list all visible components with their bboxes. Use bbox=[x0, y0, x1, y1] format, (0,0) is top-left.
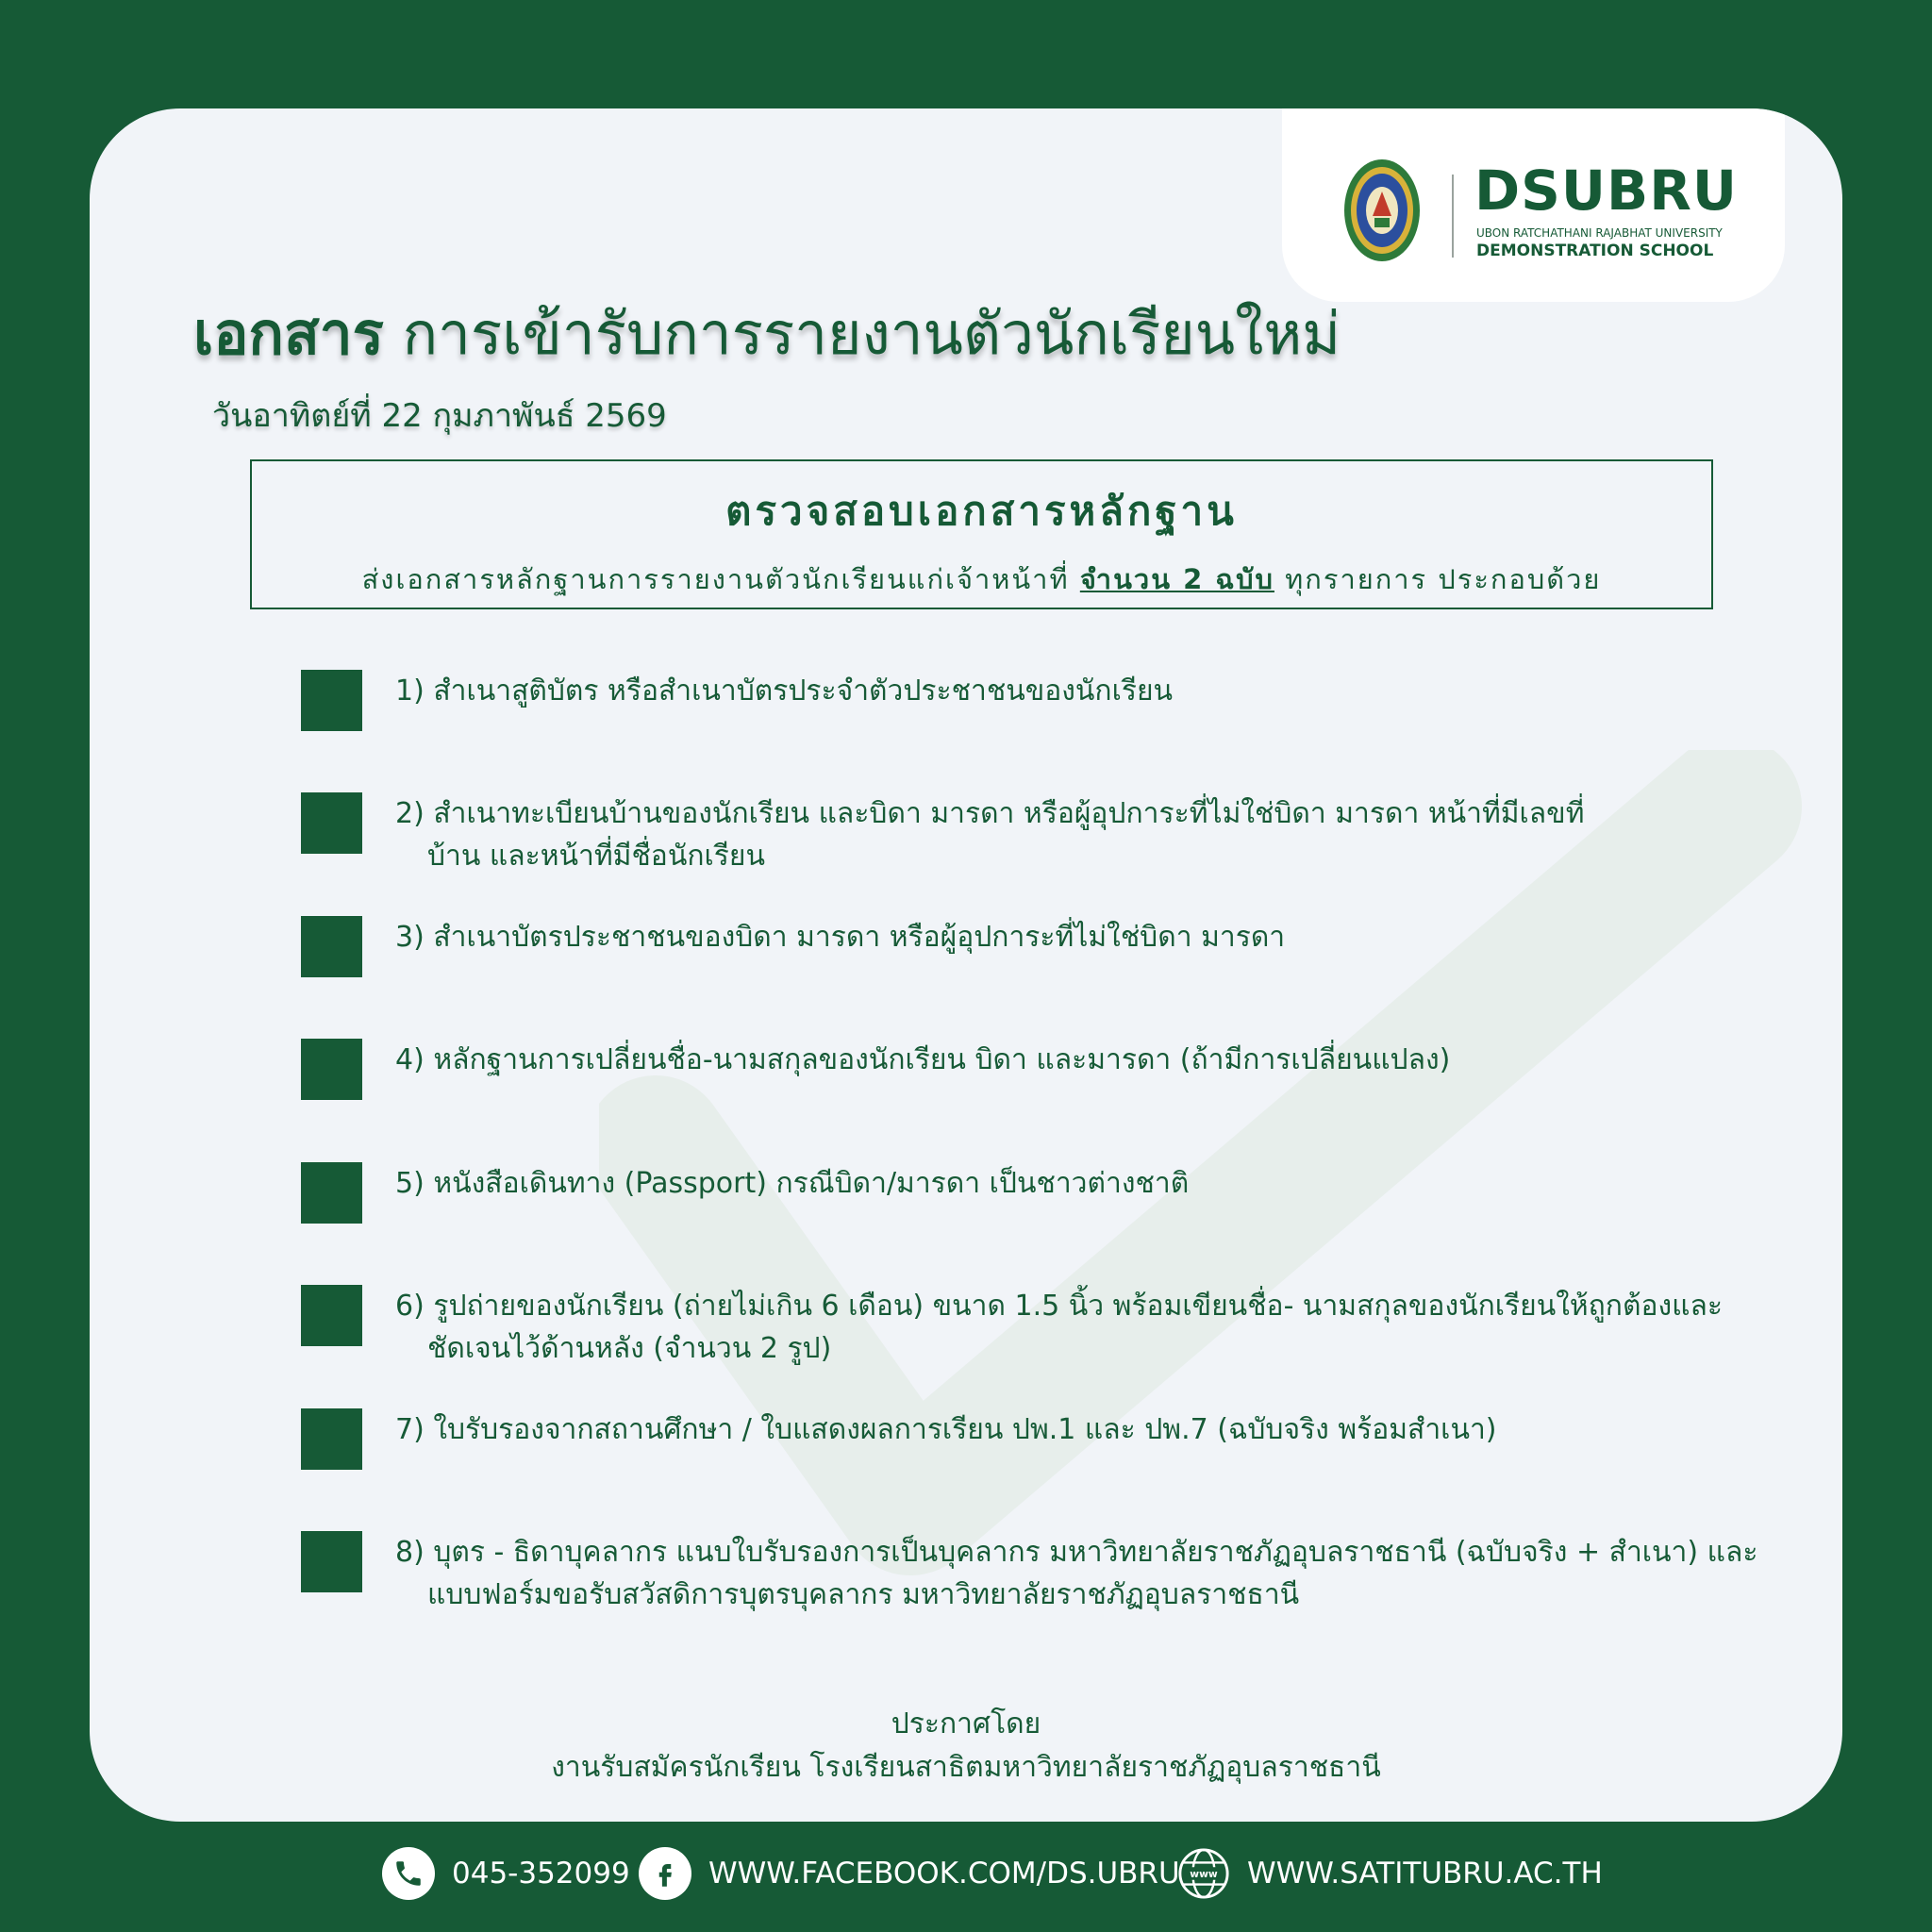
checklist-item-text: 1) สำเนาสูติบัตร หรือสำเนาบัตรประจำตัวประชาชนของนักเรียน bbox=[395, 675, 1174, 708]
box-text-after: ทุกรายการ ประกอบด้วย bbox=[1274, 563, 1602, 595]
checkbox-square bbox=[301, 1039, 362, 1100]
facebook-link[interactable] bbox=[639, 1845, 1180, 1902]
logo-name: DSUBRU bbox=[1474, 158, 1738, 223]
checkbox-square bbox=[301, 1285, 362, 1346]
announcement-line1: ประกาศโดย bbox=[891, 1707, 1041, 1740]
school-logo bbox=[1282, 108, 1785, 302]
checkmark-watermark-icon bbox=[599, 750, 1825, 1788]
checklist-item-text: 8) บุตร - ธิดาบุคลากร แนบใบรับรองการเป็นบุคลากร มหาวิทยาลัยราชภัฏอุบลราชธานี (ฉบับจริง + สำเนา) และแบบฟอร์มขอรับสวัสดิการบุตรบุคลากร มหาวิทยาลัยราชภัฏอุบลราชธานี bbox=[395, 1536, 1758, 1611]
facebook-url: WWW.FACEBOOK.COM/DS.UBRU bbox=[708, 1857, 1180, 1890]
website-url: WWW.SATITUBRU.AC.TH bbox=[1247, 1857, 1603, 1890]
box-text-emphasis: จำนวน 2 ฉบับ bbox=[1079, 563, 1274, 595]
logo-university: UBON RATCHATHANI RAJABHAT UNIVERSITY bbox=[1476, 226, 1723, 240]
checklist-item-text: 2) สำเนาทะเบียนบ้านของนักเรียน และบิดา มารดา หรือผู้อุปการะที่ไม่ใช่บิดา มารดา หน้าที่มีเลขที่บ้าน และหน้าที่มีชื่อนักเรียน bbox=[395, 797, 1585, 873]
www-icon-label: www bbox=[1190, 1867, 1218, 1880]
checklist-item-text: 7) ใบรับรองจากสถานศึกษา / ใบแสดงผลการเรียน ปพ.1 และ ปพ.7 (ฉบับจริง พร้อมสำเนา) bbox=[395, 1413, 1497, 1446]
logo-school: DEMONSTRATION SCHOOL bbox=[1476, 242, 1714, 260]
phone-contact[interactable] bbox=[382, 1845, 630, 1902]
document-check-box bbox=[250, 459, 1713, 609]
checkbox-square bbox=[301, 792, 362, 854]
phone-icon bbox=[382, 1847, 435, 1900]
announcement bbox=[90, 1703, 1842, 1790]
title-rest: การเข้ารับการรายงานตัวนักเรียนใหม่ bbox=[383, 299, 1341, 368]
checkbox-square bbox=[301, 1531, 362, 1592]
facebook-icon bbox=[639, 1847, 691, 1900]
checkbox-square bbox=[301, 670, 362, 731]
globe-icon bbox=[1177, 1847, 1230, 1900]
phone-number: 045-352099 bbox=[452, 1857, 630, 1890]
contact-footer bbox=[0, 1845, 1932, 1902]
checklist-item-text: 4) หลักฐานการเปลี่ยนชื่อ-นามสกุลของนักเรียน บิดา และมารดา (ถ้ามีการเปลี่ยนแปลง) bbox=[395, 1043, 1451, 1076]
title-bold: เอกสาร bbox=[193, 299, 384, 368]
checklist-item-text: 3) สำเนาบัตรประชาชนของบิดา มารดา หรือผู้อุปการะที่ไม่ใช่บิดา มารดา bbox=[395, 921, 1286, 954]
announcement-line2: งานรับสมัครนักเรียน โรงเรียนสาธิตมหาวิทยาลัยราชภัฏอุบลราชธานี bbox=[551, 1751, 1381, 1784]
checklist-item-text: 5) หนังสือเดินทาง (Passport) กรณีบิดา/มารดา เป็นชาวต่างชาติ bbox=[395, 1167, 1190, 1200]
checkbox-square bbox=[301, 1408, 362, 1470]
website-link[interactable] bbox=[1177, 1845, 1603, 1902]
logo-divider bbox=[1452, 175, 1454, 258]
checkbox-square bbox=[301, 916, 362, 977]
box-text-before: ส่งเอกสารหลักฐานการรายงานตัวนักเรียนแก่เจ้าหน้าที่ bbox=[361, 563, 1080, 595]
checkbox-square bbox=[301, 1162, 362, 1224]
checklist-item-text: 6) รูปถ่ายของนักเรียน (ถ่ายไม่เกิน 6 เดือน) ขนาด 1.5 นิ้ว พร้อมเขียนชื่อ- นามสกุลของนักเรียนให้ถูกต้องและ ชัดเจนไว้ด้านหลัง (จำนวน 2 รูป) bbox=[395, 1290, 1723, 1365]
event-date: วันอาทิตย์ที่ 22 กุมภาพันธ์ 2569 bbox=[212, 397, 667, 435]
main-card bbox=[90, 108, 1842, 1822]
school-seal-icon bbox=[1342, 158, 1422, 263]
box-text bbox=[252, 558, 1711, 601]
box-heading: ตรวจสอบเอกสารหลักฐาน bbox=[725, 488, 1238, 534]
page-title bbox=[193, 299, 1341, 369]
